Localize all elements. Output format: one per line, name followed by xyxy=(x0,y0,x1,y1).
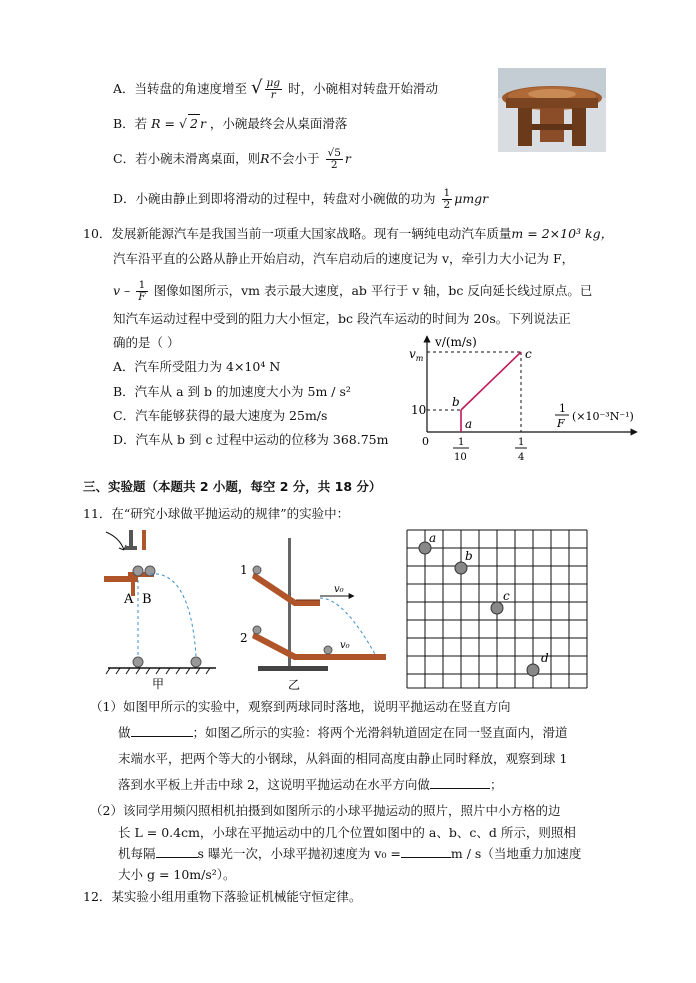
label-b: B xyxy=(142,592,152,607)
q11-part2-line4: 大小 g = 10m/s²）。 xyxy=(118,867,236,882)
q10-line4: 知汽车运动过程中受到的阻力大小恒定，bc 段汽车运动的时间为 20s。下列说法正 xyxy=(113,311,571,326)
q9-option-c: C．若小碗未滑离桌面，则R不会小于 $\frac{√5}{2}$ r xyxy=(113,147,351,171)
fig-jia-caption: 甲 xyxy=(152,677,165,691)
sqrt-mu-g-over-r: √ $\frac{\mu g}{r}$ xyxy=(251,77,281,101)
q11-part2-line1: （2）该同学用频闪照相机拍摄到如图所示的小球平抛运动的照片，照片中小方格的边 xyxy=(90,803,561,818)
segment-bc xyxy=(461,352,521,410)
figure-jia xyxy=(98,528,224,693)
answer-blank-1[interactable] xyxy=(131,724,193,737)
label-a: A xyxy=(124,592,134,607)
q11-part2-line3: 机每隔 s 曝光一次，小球平抛初速度为 v₀ = m / s（当地重力加速度 xyxy=(118,846,582,861)
q11-part1-line3: 末端水平，把两个等大的小钢球，从斜面的相同高度由静止同时释放，观察到球 1 xyxy=(118,751,568,766)
q10-line1: 10．发展新能源汽车是我国当前一项重大国家战略。现有一辆纯电动汽车质量m = 2×10³ kg， xyxy=(83,226,614,241)
xtick2-den: 4 xyxy=(518,452,525,463)
xtick1-num: 1 xyxy=(458,437,465,448)
v0-top: v₀ xyxy=(334,584,344,595)
section-3-heading: 三、实验题（本题共 2 小题，每空 2 分，共 18 分） xyxy=(83,479,382,494)
q10-option-b: B．汽车从 a 到 b 的加速度大小为 5m / s² xyxy=(113,384,351,399)
x-frac-den: F xyxy=(557,417,565,430)
xtick2-num: 1 xyxy=(518,437,525,448)
q11-part2-line2: 长 L = 0.4cm，小球在平抛运动中的几个位置如图中的 a、b、c、d 所示，则照相 xyxy=(118,825,576,840)
label-grid-c: c xyxy=(503,589,510,603)
ball-d xyxy=(527,664,539,676)
one-over-f: $\frac{1}{F}$ xyxy=(138,279,146,303)
label-grid-a: a xyxy=(429,531,437,545)
point-c-label: c xyxy=(525,347,532,361)
vm-label: $v_m$ xyxy=(409,347,424,363)
sqrt5-over-2: $\frac{√5}{2}$ xyxy=(327,147,341,171)
ball-c xyxy=(491,602,503,614)
v0-bottom: v₀ xyxy=(340,640,350,651)
point-b-label: b xyxy=(452,395,460,409)
answer-blank-2[interactable] xyxy=(430,776,490,789)
answer-blank-4[interactable] xyxy=(401,845,451,858)
q10-line3: v – $\frac{1}{F}$ 图像如图所示，vm 表示最大速度，ab 平行于 v 轴，bc 反向延长线过原点。已 xyxy=(113,279,593,303)
q10-option-d: D．汽车从 b 到 c 过程中运动的位移为 368.75m xyxy=(113,432,389,447)
ball-b xyxy=(455,562,467,574)
label-1: 1 xyxy=(240,563,248,577)
q10-option-a: A．汽车所受阻力为 4×10⁴ N xyxy=(113,359,281,374)
rotating-table-photo xyxy=(498,68,606,152)
half-fraction: $\frac{1}{2}$ xyxy=(443,187,451,211)
point-a-label: a xyxy=(465,417,473,431)
q11-part1-line1: （1）如图甲所示的实验中，观察到两球同时落地，说明平抛运动在竖直方向 xyxy=(90,699,511,714)
q10-option-c: C．汽车能够获得的最大速度为 25m/s xyxy=(113,408,328,423)
eq-r-sqrt2r: R = √ 2 r xyxy=(151,116,206,131)
figure-yi xyxy=(236,536,396,694)
x-axis-unit: (×10⁻³N⁻¹) xyxy=(572,410,634,423)
q9-option-a: A．当转盘的角速度增至 √ $\frac{\mu g}{r}$ 时，小碗相对转盘开始滑动 xyxy=(113,77,439,101)
q11-part1-line4: 落到水平板上并击中球 2，这说明平抛运动在水平方向做 ； xyxy=(118,777,503,792)
label-grid-d: d xyxy=(541,651,549,665)
y10-label: 10 xyxy=(411,403,427,417)
origin-label: 0 xyxy=(422,435,429,448)
fig-yi-caption: 乙 xyxy=(288,678,301,692)
flash-photo-grid xyxy=(405,528,595,692)
x-frac-num: 1 xyxy=(559,402,566,415)
answer-blank-3[interactable] xyxy=(156,845,198,858)
q11-part1-line2: 做 ；如图乙所示的实验：将两个光滑斜轨道固定在同一竖直面内，滑道 xyxy=(118,725,568,740)
q11-intro: 11．在“研究小球做平抛运动的规律”的实验中： xyxy=(83,506,350,521)
q9-option-d: D．小碗由静止到即将滑动的过程中，转盘对小碗做的功为 $\frac{1}{2}$ μmgr xyxy=(113,187,489,211)
q9-option-b: B．若 R = √ 2 r ，小碗最终会从桌面滑落 xyxy=(113,116,348,131)
label-2: 2 xyxy=(240,631,248,645)
label-grid-b: b xyxy=(465,549,473,563)
v-vs-inverse-f-graph xyxy=(405,332,645,472)
y-axis-label: v/(m/s) xyxy=(435,335,477,349)
q10-line5: 确的是（ ） xyxy=(113,335,180,350)
q12-text: 12．某实验小组用重物下落验证机械能守恒定律。 xyxy=(83,889,362,904)
xtick1-den: 10 xyxy=(454,452,467,463)
q10-line2: 汽车沿平直的公路从静止开始启动，汽车启动后的速度记为 v，牵引力大小记为 F， xyxy=(113,251,575,266)
